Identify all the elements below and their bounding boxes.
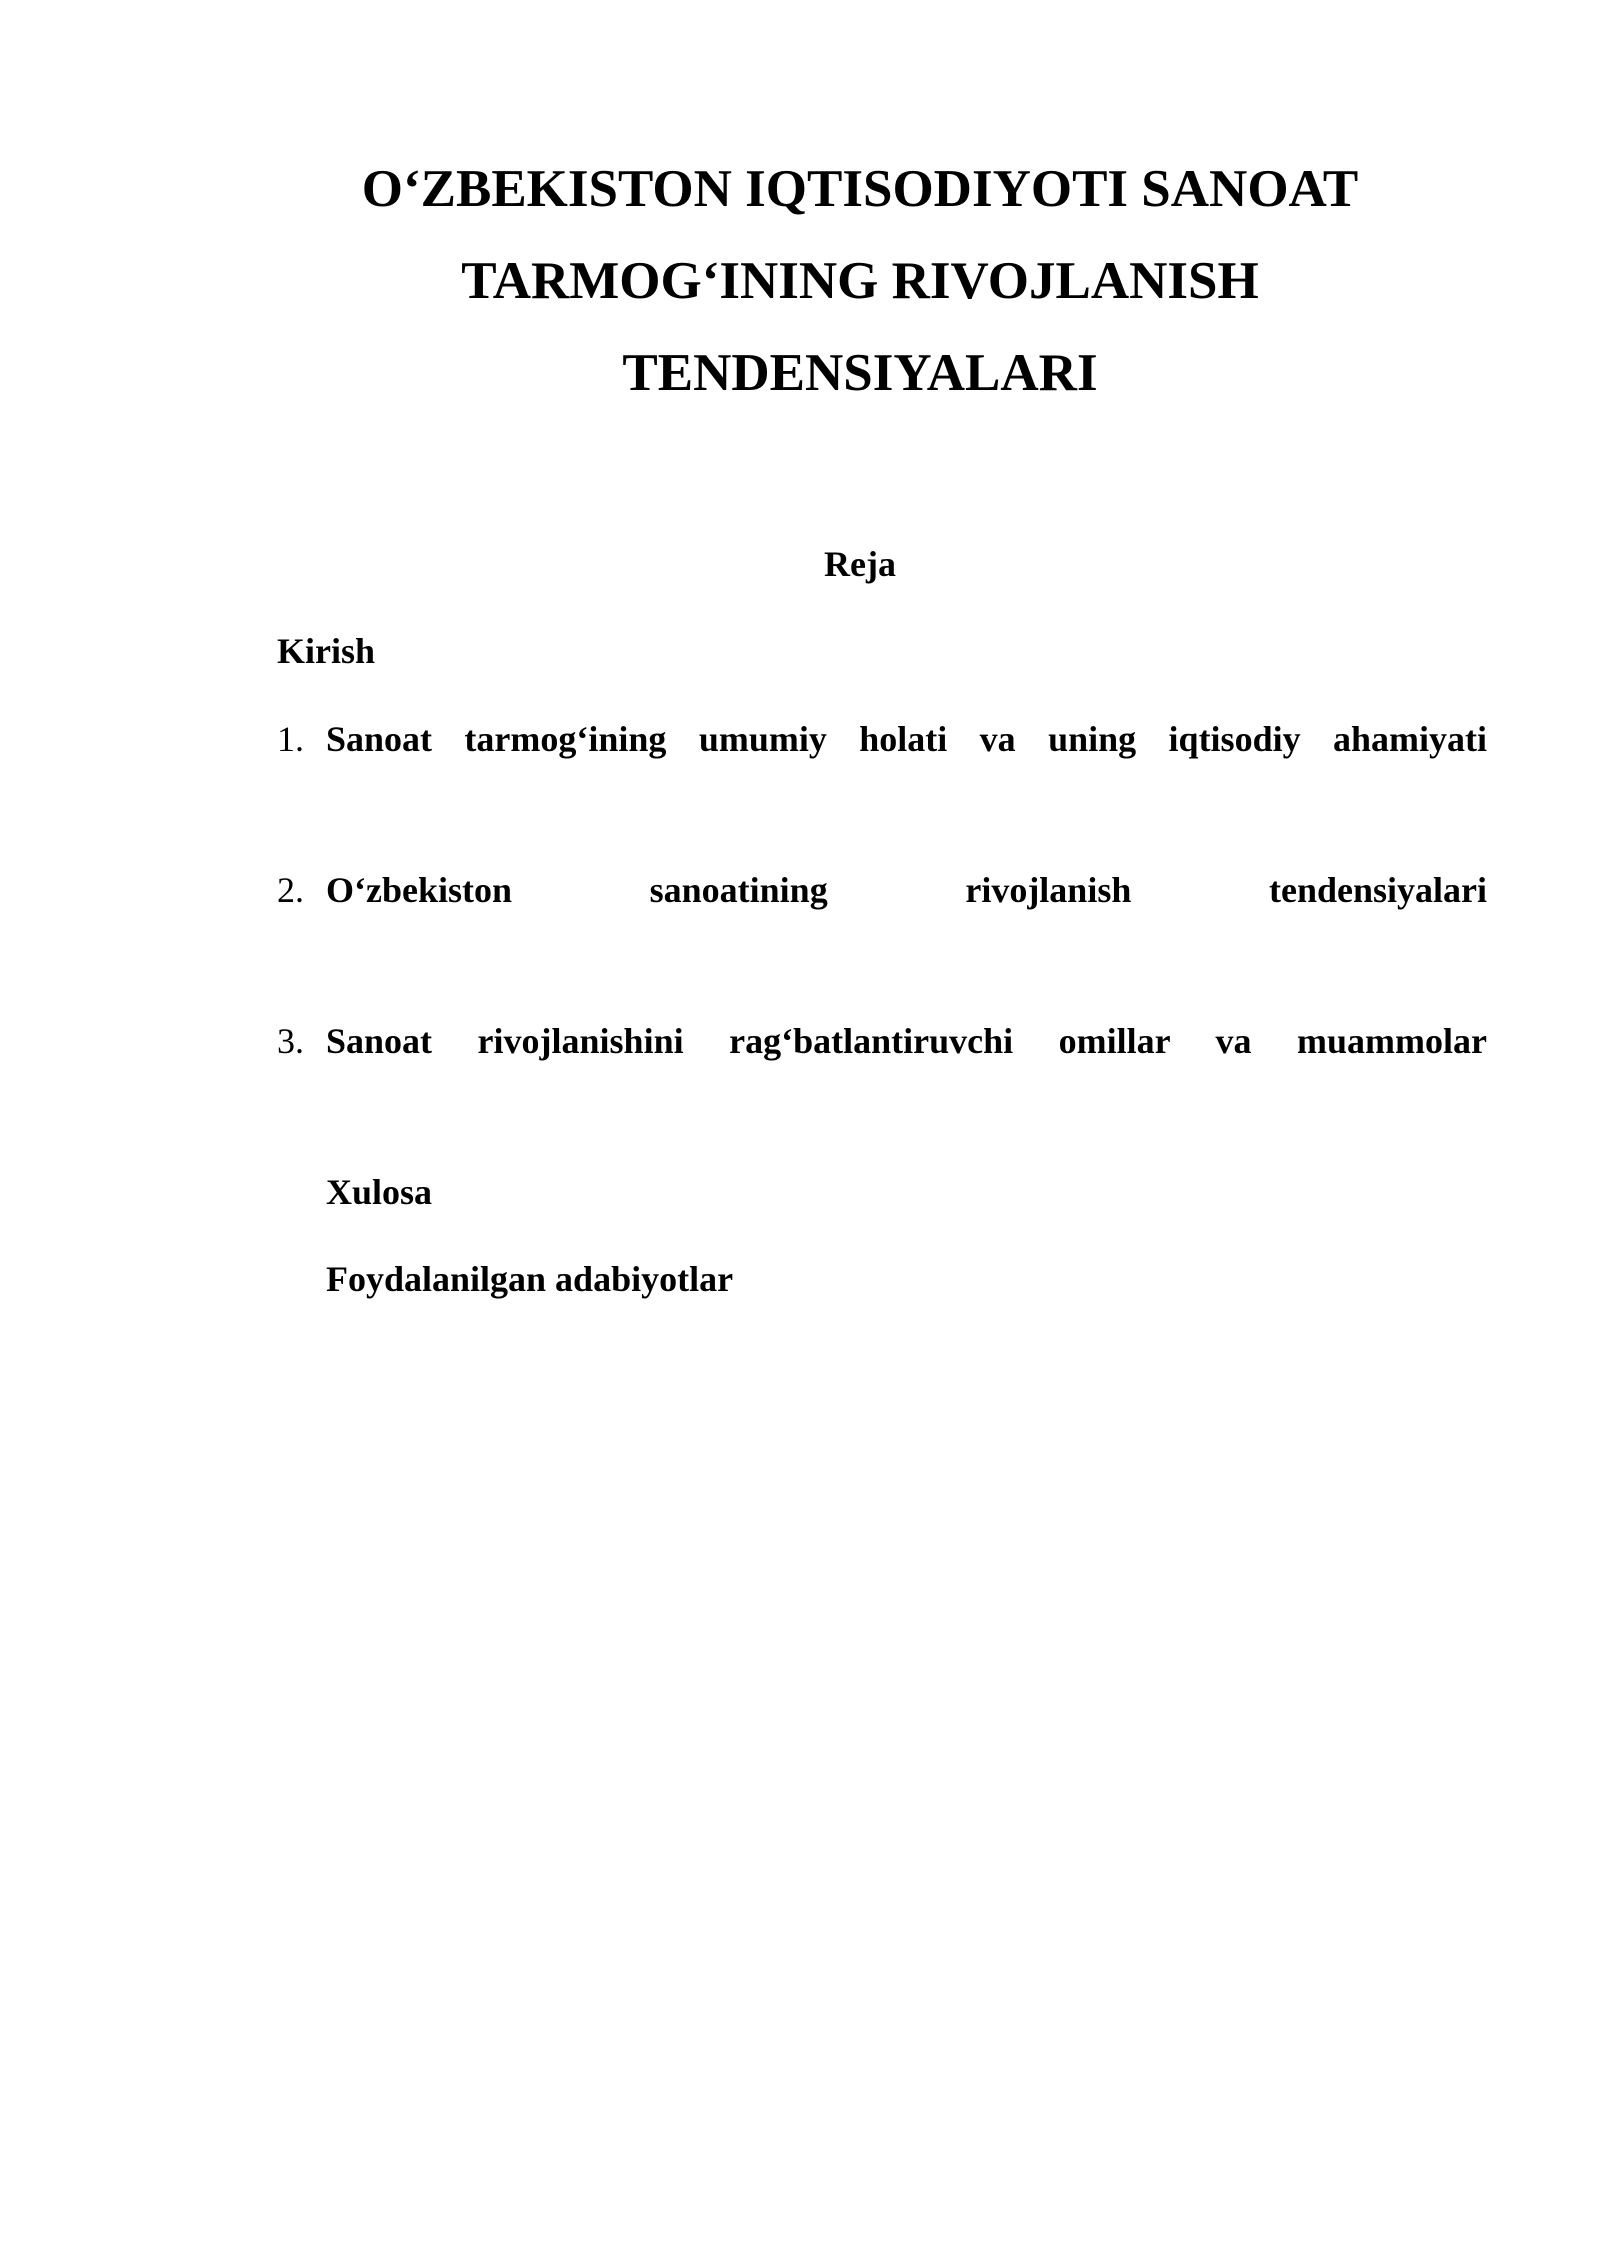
plan-item-1 — [277, 709, 1487, 769]
title-line-2: TARMOG‘INING RIVOJLANISH — [461, 252, 1259, 310]
title-line-3: TENDENSIYALARI — [622, 344, 1098, 402]
plan-heading: Reja — [824, 544, 896, 584]
plan-item-number: 1. — [277, 719, 304, 759]
title-line-1: O‘ZBEKISTON IQTISODIYOTI SANOAT — [361, 160, 1359, 218]
plan-item-text: Sanoat tarmog‘ining umumiy holati va uning iqtisodiy ahamiyati — [326, 719, 1487, 759]
references-heading: Foydalanilgan adabiyotlar — [326, 1259, 734, 1299]
document-title — [280, 143, 1440, 419]
plan-item-number: 3. — [277, 1021, 304, 1061]
plan-item-text: O‘zbekiston sanoatining rivojlanish tendensiyalari — [326, 870, 1487, 910]
plan-item-number: 2. — [277, 870, 304, 910]
conclusion-heading: Xulosa — [326, 1172, 433, 1212]
intro-heading: Kirish — [277, 631, 376, 671]
plan-item-2 — [277, 860, 1487, 920]
plan-item-text: Sanoat rivojlanishini rag‘batlantiruvchi omillar va muammolar — [326, 1021, 1487, 1061]
plan-item-3 — [277, 1011, 1487, 1071]
